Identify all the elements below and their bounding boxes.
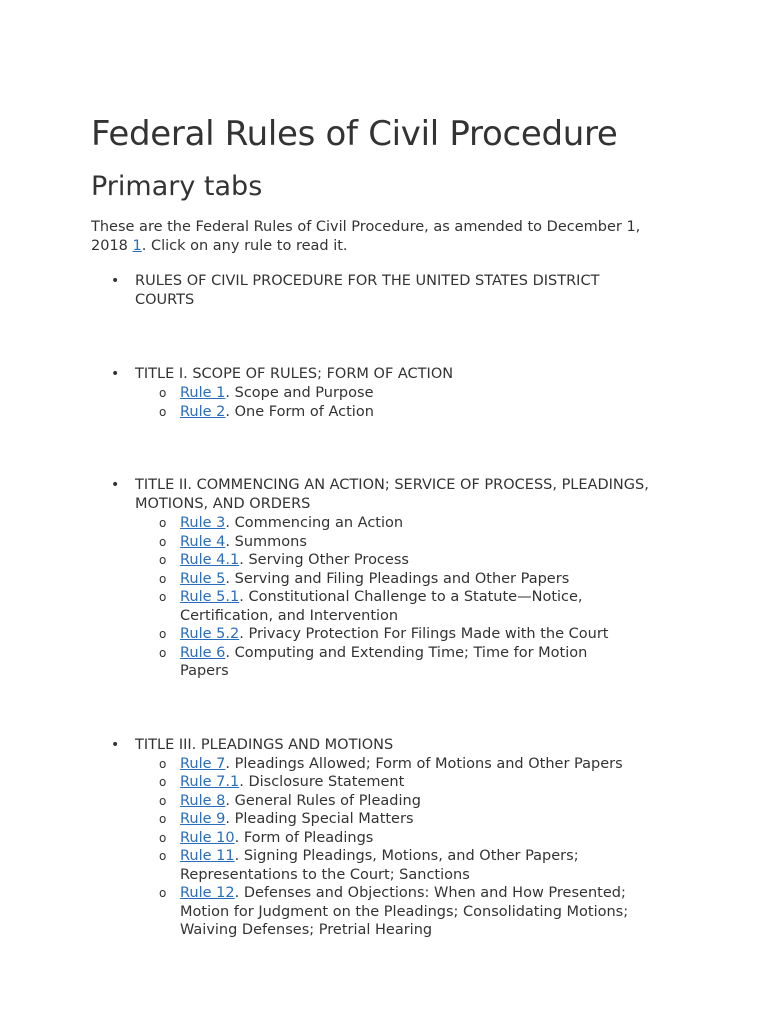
rules-outline xyxy=(91,272,691,940)
intro-text: These are the Federal Rules of Civil Procedure, as amended to December 1, 2018 xyxy=(91,219,641,254)
rule-link[interactable]: Rule 5.1 xyxy=(180,589,240,605)
rule-description: . Serving Other Process xyxy=(239,552,409,568)
rule-description: . Defenses and Objections: When and How Presented; Motion for Judgment on the Pleadings; Consolidating Motions; Waiving Defenses; Pretrial Hearing xyxy=(180,885,629,938)
rule-description: . Summons xyxy=(225,533,307,550)
section-heading: TITLE III. PLEADINGS AND MOTIONS xyxy=(135,736,394,753)
rule-link[interactable]: Rule 5 xyxy=(180,570,226,587)
rule-description: . Pleadings Allowed; Form of Motions and Other Papers xyxy=(225,755,623,772)
rule-description: . One Form of Action xyxy=(225,403,374,420)
rule-item xyxy=(135,514,635,533)
rule-link[interactable]: Rule 10 xyxy=(180,829,235,846)
bullet-icon: • xyxy=(111,736,120,753)
bullet-icon: • xyxy=(111,273,120,289)
rule-item xyxy=(135,644,635,681)
rule-item xyxy=(135,792,635,811)
rule-link[interactable]: Rule 7.1 xyxy=(180,774,240,790)
section-item xyxy=(91,476,655,681)
circle-bullet-icon: o xyxy=(159,756,167,771)
rule-link[interactable]: Rule 4.1 xyxy=(180,552,240,568)
rule-description: . General Rules of Pleading xyxy=(225,792,421,809)
rule-item xyxy=(135,884,635,940)
circle-bullet-icon: o xyxy=(159,886,167,900)
intro-suffix: . Click on any rule to read it. xyxy=(141,238,348,254)
rule-item xyxy=(135,551,635,570)
rule-description: . Computing and Extending Time; Time for Motion Papers xyxy=(180,644,588,679)
bullet-icon: • xyxy=(111,477,120,493)
circle-bullet-icon: o xyxy=(159,590,167,604)
circle-bullet-icon: o xyxy=(159,645,167,660)
circle-bullet-icon: o xyxy=(159,516,167,530)
rule-list xyxy=(135,514,655,681)
rule-item xyxy=(135,403,635,422)
rule-list xyxy=(135,384,655,421)
circle-bullet-icon: o xyxy=(159,571,167,586)
section-item xyxy=(91,365,655,421)
section-heading: RULES OF CIVIL PROCEDURE FOR THE UNITED STATES DISTRICT COURTS xyxy=(135,273,600,308)
rule-description: . Scope and Purpose xyxy=(225,385,374,401)
rule-link[interactable]: Rule 11 xyxy=(180,848,235,864)
circle-bullet-icon: o xyxy=(159,553,167,567)
rule-item xyxy=(135,773,635,792)
footnote-link[interactable]: 1 xyxy=(132,238,142,254)
rule-description: . Form of Pleadings xyxy=(234,829,374,846)
rule-item xyxy=(135,847,635,884)
rule-link[interactable]: Rule 9 xyxy=(180,811,226,827)
rule-item xyxy=(135,570,635,589)
circle-bullet-icon: o xyxy=(159,775,167,789)
rule-item xyxy=(135,755,635,774)
rule-item xyxy=(135,810,635,829)
rule-item xyxy=(135,625,635,644)
rule-link[interactable]: Rule 5.2 xyxy=(180,626,240,642)
section-item xyxy=(91,736,655,940)
primary-tabs-heading: Primary tabs xyxy=(91,171,263,202)
section-heading: TITLE II. COMMENCING AN ACTION; SERVICE OF PROCESS, PLEADINGS, MOTIONS, AND ORDERS xyxy=(135,477,649,512)
circle-bullet-icon: o xyxy=(159,812,167,826)
rule-link[interactable]: Rule 12 xyxy=(180,885,235,901)
section-heading: TITLE I. SCOPE OF RULES; FORM OF ACTION xyxy=(135,366,454,382)
rule-item xyxy=(135,588,635,625)
rule-link[interactable]: Rule 7 xyxy=(180,755,226,772)
rule-link[interactable]: Rule 8 xyxy=(180,792,226,809)
rule-link[interactable]: Rule 4 xyxy=(180,533,226,550)
bullet-icon: • xyxy=(111,366,120,382)
rule-description: . Pleading Special Matters xyxy=(225,811,414,827)
rule-link[interactable]: Rule 3 xyxy=(180,515,226,531)
rule-description: . Serving and Filing Pleadings and Other Papers xyxy=(225,570,570,587)
circle-bullet-icon: o xyxy=(159,830,167,845)
circle-bullet-icon: o xyxy=(159,849,167,863)
rule-link[interactable]: Rule 6 xyxy=(180,644,226,661)
document-page xyxy=(91,112,691,940)
circle-bullet-icon: o xyxy=(159,627,167,641)
rule-description: . Disclosure Statement xyxy=(239,774,405,790)
rule-item xyxy=(135,533,635,552)
circle-bullet-icon: o xyxy=(159,386,167,400)
rule-description: . Privacy Protection For Filings Made with the Court xyxy=(239,626,609,642)
page-title: Federal Rules of Civil Procedure xyxy=(91,114,618,154)
rule-description: . Signing Pleadings, Motions, and Other Papers; Representations to the Court; Sanctions xyxy=(180,848,579,883)
rule-description: . Constitutional Challenge to a Statute—Notice, Certification, and Intervention xyxy=(180,589,583,624)
rule-item xyxy=(135,384,635,403)
rule-list xyxy=(135,755,655,940)
rule-item xyxy=(135,829,635,848)
circle-bullet-icon: o xyxy=(159,404,167,419)
rule-link[interactable]: Rule 2 xyxy=(180,403,226,420)
rule-link[interactable]: Rule 1 xyxy=(180,385,226,401)
section-item xyxy=(91,272,655,310)
intro-paragraph xyxy=(91,218,681,256)
circle-bullet-icon: o xyxy=(159,534,167,549)
rule-description: . Commencing an Action xyxy=(225,515,404,531)
circle-bullet-icon: o xyxy=(159,793,167,808)
